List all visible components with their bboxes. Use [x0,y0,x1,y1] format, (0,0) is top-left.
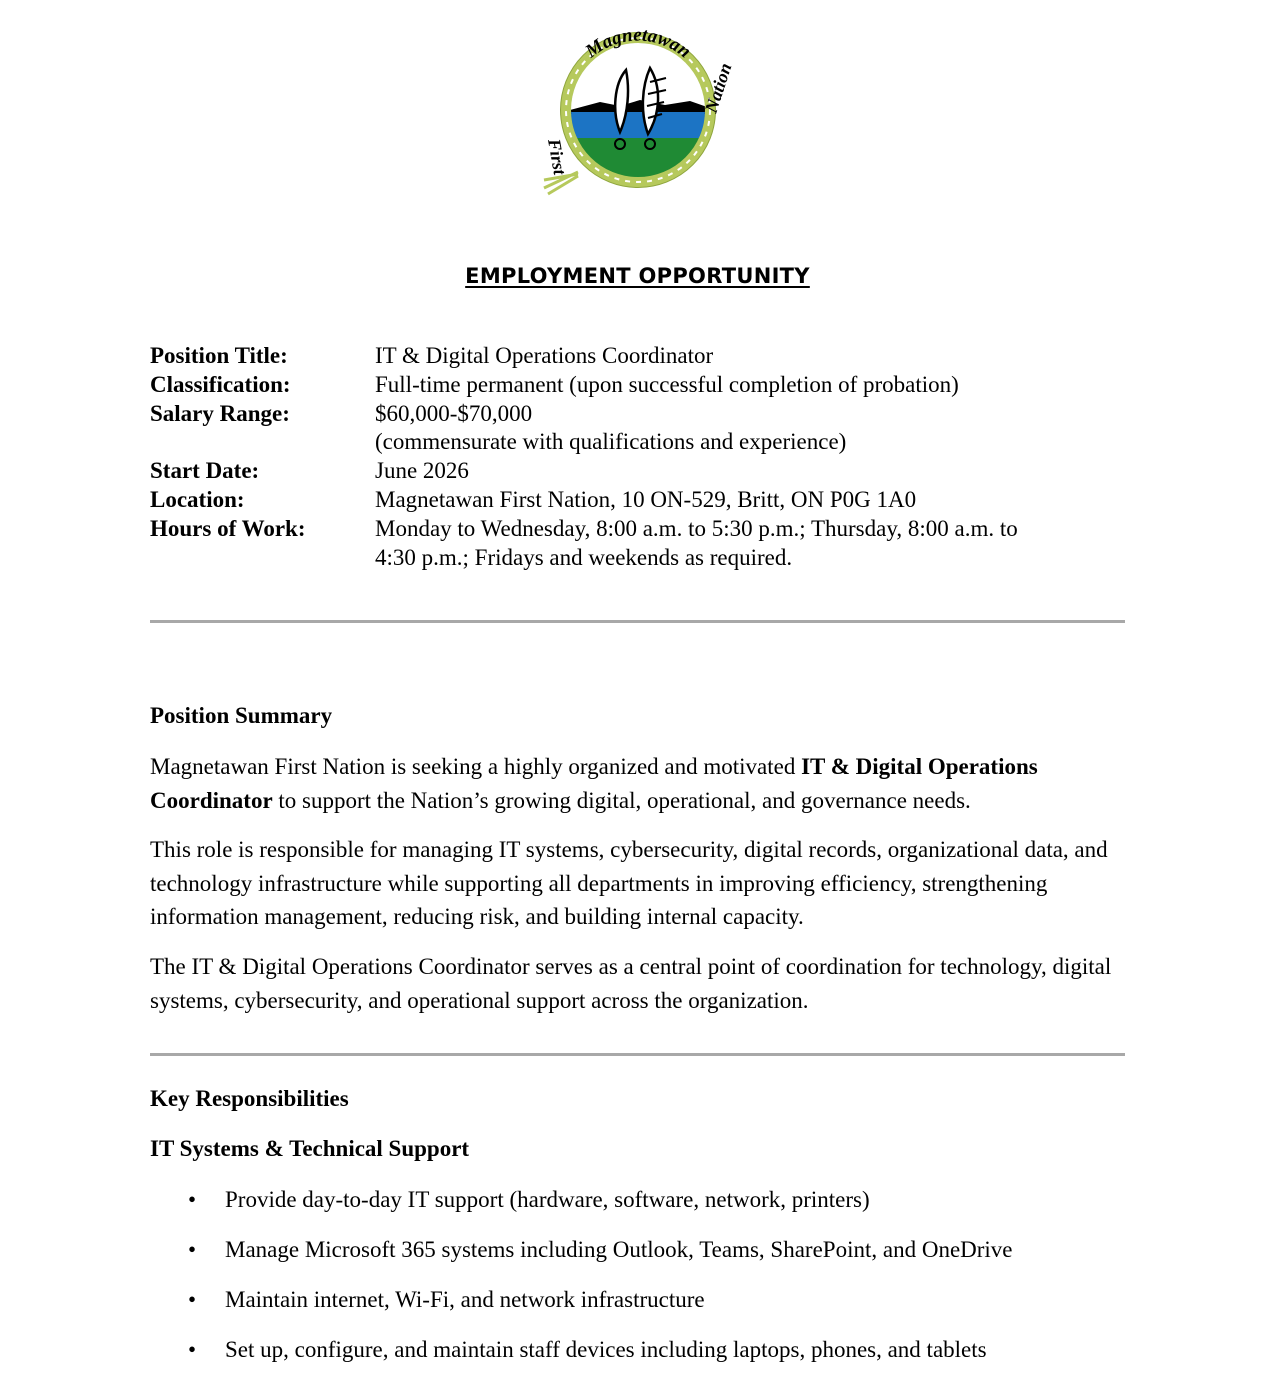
detail-value: Monday to Wednesday, 8:00 a.m. to 5:30 p.m.; Thursday, 8:00 a.m. to [375,515,1018,541]
logo-text-right: Nation [700,60,736,116]
bullet-icon: • [188,1337,197,1362]
list-item-text: Set up, configure, and maintain staff devices including laptops, phones, and tablets [225,1337,987,1362]
detail-label: Start Date: [150,458,260,484]
magnetawan-logo [530,22,745,202]
summary-paragraph-3: The IT & Digital Operations Coordinator serves as a central point of coordination for technology, digital systems, cybersecurity, and operational support across the organization. [150,954,1112,1013]
logo-text-top: Magnetawan [581,24,695,63]
bullet-icon: • [188,1237,197,1262]
detail-value: IT & Digital Operations Coordinator [375,343,714,368]
list-item [150,1183,1130,1233]
responsibilities-list [150,1183,1130,1383]
detail-value: Full-time permanent (upon successful completion of probation) [375,371,959,397]
detail-value: Magnetawan First Nation, 10 ON-529, Britt, ON P0G 1A0 [375,486,917,512]
list-item-text: Maintain internet, Wi-Fi, and network infrastructure [225,1287,705,1312]
detail-row [150,342,1110,371]
list-item [150,1333,1130,1383]
detail-row [150,486,1110,515]
detail-label: Classification: [150,371,291,397]
detail-row [150,544,1110,573]
detail-label [150,428,375,457]
list-item-text: Provide day-to-day IT support (hardware, software, network, printers) [225,1187,870,1212]
list-item [150,1233,1130,1283]
position-details [150,342,1110,572]
summary-text: Magnetawan First Nation is seeking a highly organized and motivated [150,754,802,779]
detail-label [150,544,375,573]
detail-label: Salary Range: [150,400,290,426]
page-heading [0,264,1275,288]
logo-text-left: First [544,137,571,177]
responsibilities-subheading: IT Systems & Technical Support [150,1136,470,1161]
detail-row [150,371,1110,400]
list-item [150,1283,1130,1333]
detail-row [150,515,1110,544]
summary-bold-title: IT & Digital Operations Coordinator [150,754,1038,813]
detail-row [150,428,1110,457]
summary-paragraph-1 [150,750,1130,817]
divider [150,1053,1125,1056]
detail-value: 4:30 p.m.; Fridays and weekends as required. [375,544,793,570]
detail-label: Hours of Work: [150,515,306,541]
detail-value: (commensurate with qualifications and experience) [375,429,847,455]
detail-row [150,400,1110,429]
detail-row [150,457,1110,486]
summary-text: to support the Nation’s growing digital, operational, and governance needs. [272,787,971,813]
logo-graphic [530,22,745,202]
detail-label: Position Title: [150,343,288,368]
divider [150,620,1125,623]
bullet-icon: • [188,1287,197,1312]
bullet-icon: • [188,1187,197,1212]
summary-heading: Position Summary [150,703,333,728]
detail-value: $60,000-$70,000 [375,400,533,426]
responsibilities-heading: Key Responsibilities [150,1086,349,1111]
list-item-text: Manage Microsoft 365 systems including Outlook, Teams, SharePoint, and OneDrive [225,1237,1013,1262]
detail-value: June 2026 [375,458,469,484]
summary-paragraph-2: This role is responsible for managing IT systems, cybersecurity, digital records, organizational data, and technology infrastructure while supporting all departments in improving efficiency, strengthening information management, reducing risk, and building internal capacity. [150,837,1108,929]
detail-label: Location: [150,486,245,512]
heading-text: EMPLOYMENT OPPORTUNITY [465,264,810,288]
